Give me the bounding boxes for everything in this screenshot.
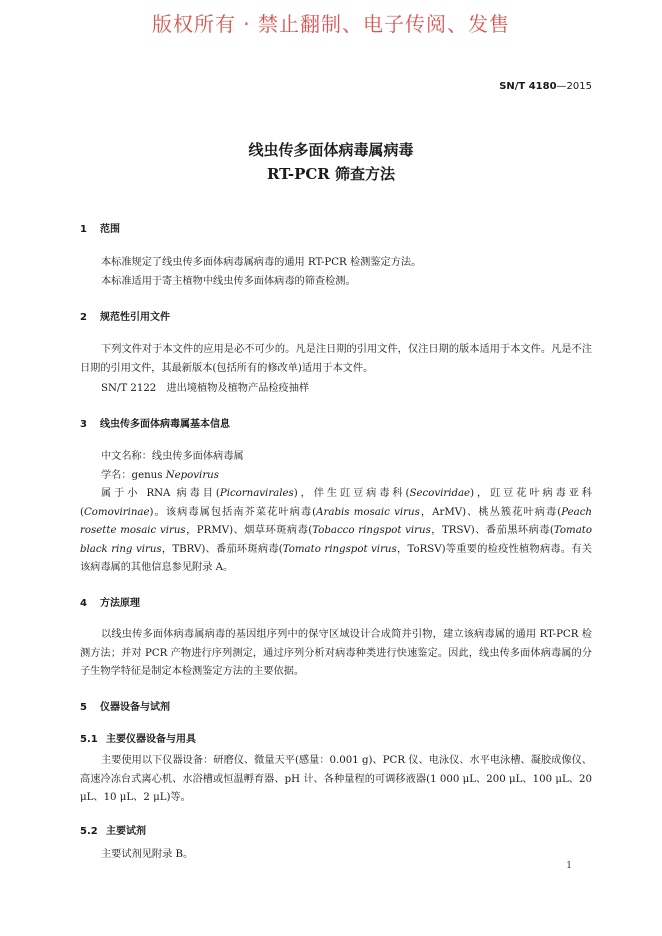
section-1-paragraph-2: 本标准适用于寄主植物中线虫传多面体病毒的筛查检测。 xyxy=(101,276,356,287)
subsection-title: 主要仪器设备与用具 xyxy=(106,734,196,745)
virus-name: Tobacco ringspot virus xyxy=(312,525,431,537)
text-run: ，TBRV)、番茄环斑病毒( xyxy=(161,543,283,555)
taxon-name: Comovirinae xyxy=(83,506,150,518)
section-2-heading xyxy=(80,308,170,323)
section-3-description xyxy=(80,485,592,578)
normative-reference: SN/T 2122 进出境植物及植物产品检疫抽样 xyxy=(101,383,310,394)
text-run: ，ToRSV)等重要的检疫性植物病毒。有关该病毒属的其他信息参见附录 A。 xyxy=(80,543,592,574)
text-run: )。该病毒属包括南芥菜花叶病毒( xyxy=(149,506,317,518)
section-1-paragraph-1: 本标准规定了线虫传多面体病毒属病毒的通用 RT-PCR 检测鉴定方法。 xyxy=(101,257,422,268)
section-4-heading xyxy=(80,594,140,609)
section-title: 线虫传多面体病毒属基本信息 xyxy=(100,419,230,430)
subsection-number: 5.1 xyxy=(80,734,98,745)
subsection-title: 主要试剂 xyxy=(106,826,146,837)
virus-name: Arabis mosaic virus xyxy=(316,506,420,518)
virus-name: Tomato ringspot virus xyxy=(282,543,397,555)
section-number: 3 xyxy=(80,419,87,430)
chinese-name: 中文名称：线虫传多面体病毒属 xyxy=(101,451,244,462)
taxon-name: Picornavirales xyxy=(219,488,294,499)
page-number: 1 xyxy=(566,861,572,871)
standard-number: SN/T 4180 xyxy=(499,81,557,92)
section-5-1-heading xyxy=(80,730,196,745)
section-number: 4 xyxy=(80,598,87,609)
text-run: ，ArMV)、桃丛簇花叶病毒( xyxy=(419,506,562,518)
standard-code xyxy=(499,81,592,92)
section-number: 1 xyxy=(80,224,87,235)
section-number: 5 xyxy=(80,702,87,713)
document-title-line2: RT-PCR 筛查方法 xyxy=(266,165,395,183)
scientific-name xyxy=(101,466,219,481)
text-run: ，PRMV)、烟草环斑病毒( xyxy=(185,525,313,537)
text-run: ，TRSV)、番茄黑环病毒( xyxy=(430,525,554,537)
virus-name: Peach rosette mosaic virus xyxy=(80,506,592,537)
taxon-name: Secoviridae xyxy=(409,488,471,499)
section-5-2-heading xyxy=(80,822,146,837)
section-2-paragraph: 下列文件对于本文件的应用是必不可少的。凡是注日期的引用文件，仅注日期的版本适用于本文件。凡是不注日期的引用文件，其最新版本(包括所有的修改单)适用于本文件。 xyxy=(80,344,592,374)
section-1-heading xyxy=(80,220,120,235)
section-title: 方法原理 xyxy=(100,598,140,609)
text-run: 属于小 RNA 病毒目( xyxy=(101,488,220,499)
section-title: 仪器设备与试剂 xyxy=(100,702,170,713)
section-5-1-paragraph: 主要使用以下仪器设备：研磨仪、微量天平(感量：0.001 g)、PCR 仪、电泳仪、水平电泳槽、凝胶成像仪、高速冷冻台式离心机、水浴槽或恒温孵育器、pH 计、各种量程的可调移液器(1 000 μL、200 μL、100 μL、20 μL、10 μL、2 μL)等。 xyxy=(80,755,592,804)
scientific-name-prefix: 学名：genus xyxy=(101,470,166,481)
text-run: )，伴生豇豆病毒科( xyxy=(293,488,410,499)
section-title: 范围 xyxy=(100,224,120,235)
section-3-heading xyxy=(80,415,230,430)
genus-name: Nepovirus xyxy=(165,470,219,481)
section-5-2-paragraph: 主要试剂见附录 B。 xyxy=(101,849,194,860)
section-5-heading xyxy=(80,698,170,713)
virus-name: Tomato black ring virus xyxy=(80,525,593,555)
section-4-paragraph: 以线虫传多面体病毒属病毒的基因组序列中的保守区域设计合成简并引物，建立该病毒属的通用 RT-PCR 检测方法；并对 PCR 产物进行序列测定，通过序列分析对病毒种类进行快速鉴定。因此，线虫传多面体病毒属的分子生物学特征是制定本检测鉴定方法的主要依据。 xyxy=(80,629,592,678)
section-title: 规范性引用文件 xyxy=(100,312,170,323)
standard-year: —2015 xyxy=(556,81,592,92)
section-number: 2 xyxy=(80,312,87,323)
copyright-watermark: 版权所有 · 禁止翻制、电子传阅、发售 xyxy=(151,12,511,36)
text-run: )，豇豆花叶病毒亚科( xyxy=(80,488,592,518)
document-title-line1: 线虫传多面体病毒属病毒 xyxy=(248,141,414,159)
subsection-number: 5.2 xyxy=(80,826,98,837)
